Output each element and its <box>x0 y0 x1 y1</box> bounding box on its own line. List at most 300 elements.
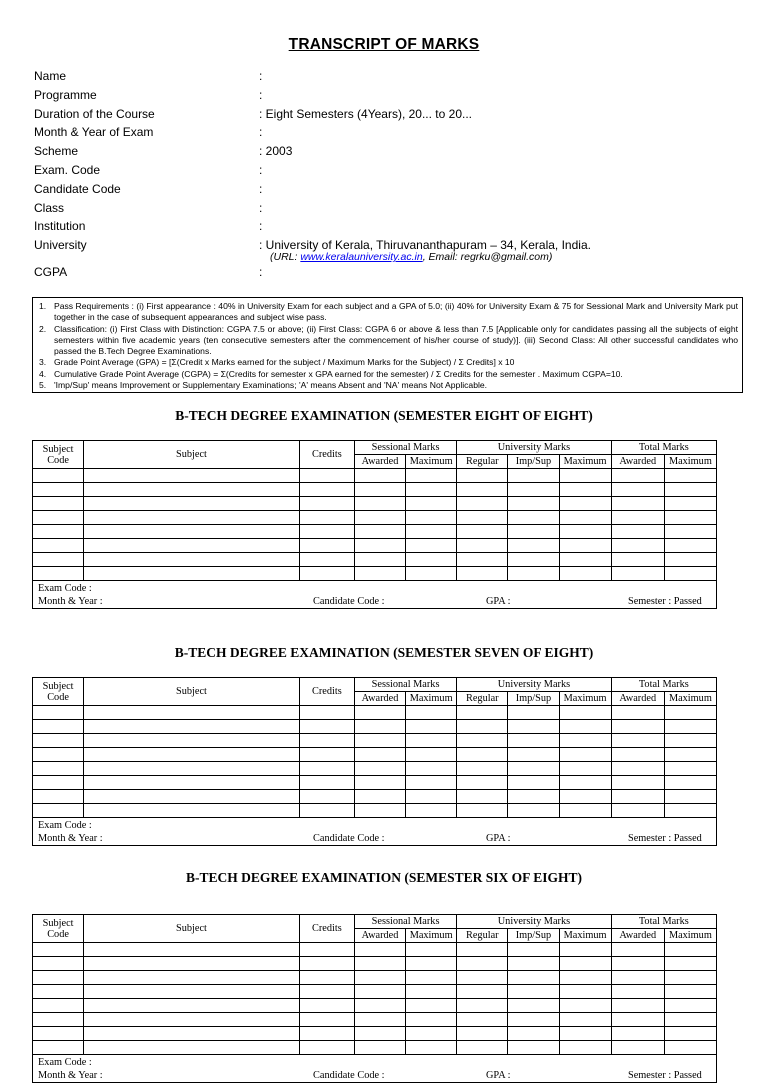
header-sessional-marks: Sessional Marks <box>354 678 456 692</box>
table-cell <box>299 1013 354 1027</box>
university-website-link[interactable]: www.keralauniversity.ac.in <box>300 251 423 263</box>
table-cell <box>84 483 300 497</box>
note-item <box>37 380 738 391</box>
table-row <box>33 525 717 539</box>
table-cell <box>33 971 84 985</box>
header-regular: Regular <box>457 929 508 943</box>
table-cell <box>611 511 664 525</box>
table-cell <box>299 943 354 957</box>
header-total-awarded: Awarded <box>611 929 664 943</box>
header-sessional-marks: Sessional Marks <box>354 915 456 929</box>
table-cell <box>611 553 664 567</box>
table-cell <box>559 1027 611 1041</box>
table-cell <box>559 539 611 553</box>
table-cell <box>611 567 664 581</box>
table-cell <box>354 567 405 581</box>
table-cell <box>33 943 84 957</box>
table-cell <box>84 539 300 553</box>
table-cell <box>354 943 405 957</box>
table-cell <box>664 957 716 971</box>
table-cell <box>457 748 508 762</box>
table-cell <box>559 734 611 748</box>
footer-content <box>33 1055 716 1082</box>
table-cell <box>508 943 559 957</box>
table-cell <box>611 1027 664 1041</box>
info-label: CGPA <box>34 264 68 279</box>
info-value: : <box>259 69 263 83</box>
semester-heading: B-TECH DEGREE EXAMINATION (SEMESTER EIGHT OF EIGHT) <box>175 408 593 423</box>
table-cell <box>664 553 716 567</box>
table-header-row <box>33 678 717 692</box>
table-cell <box>559 567 611 581</box>
table-cell <box>354 553 405 567</box>
table-cell <box>664 497 716 511</box>
info-label: Duration of the Course <box>34 106 155 121</box>
table-header-row <box>33 915 717 929</box>
table-row <box>33 483 717 497</box>
table-cell <box>299 762 354 776</box>
table-cell <box>406 985 457 999</box>
table-cell <box>559 469 611 483</box>
info-label: Class <box>34 200 65 215</box>
table-cell <box>406 567 457 581</box>
header-total-marks: Total Marks <box>611 915 716 929</box>
table-cell <box>457 762 508 776</box>
table-cell <box>559 1013 611 1027</box>
table-cell <box>33 776 84 790</box>
header-imp-sup: Imp/Sup <box>508 929 559 943</box>
table-cell <box>33 497 84 511</box>
table-cell <box>299 957 354 971</box>
table-cell <box>457 539 508 553</box>
header-sessional-marks: Sessional Marks <box>354 441 456 455</box>
table-cell <box>299 483 354 497</box>
candidate-info <box>34 67 754 282</box>
table-cell <box>84 790 300 804</box>
table-cell <box>457 943 508 957</box>
table-cell <box>611 706 664 720</box>
table-cell <box>508 971 559 985</box>
table-cell <box>508 804 559 818</box>
footer-exam-code: Exam Code : <box>38 1057 92 1068</box>
table-cell <box>508 999 559 1013</box>
table-cell <box>611 804 664 818</box>
table-cell <box>354 1041 405 1055</box>
table-row <box>33 971 717 985</box>
header-total-maximum: Maximum <box>664 929 716 943</box>
table-cell <box>508 497 559 511</box>
table-cell <box>406 497 457 511</box>
table-cell <box>33 525 84 539</box>
table-cell <box>406 957 457 971</box>
table-cell <box>508 1013 559 1027</box>
table-cell <box>457 804 508 818</box>
info-row-exam-code <box>34 161 754 180</box>
table-cell <box>354 776 405 790</box>
table-cell <box>664 483 716 497</box>
table-cell <box>84 776 300 790</box>
info-label: Institution <box>34 219 86 234</box>
table-cell <box>457 1013 508 1027</box>
table-cell <box>559 790 611 804</box>
table-cell <box>611 748 664 762</box>
marks-table <box>32 677 717 846</box>
info-value: : 2003 <box>259 144 293 159</box>
table-cell <box>559 511 611 525</box>
table-cell <box>508 776 559 790</box>
table-cell <box>84 971 300 985</box>
table-row <box>33 469 717 483</box>
table-cell <box>457 999 508 1013</box>
table-row <box>33 985 717 999</box>
table-cell <box>611 776 664 790</box>
table-row <box>33 1013 717 1027</box>
table-cell <box>84 985 300 999</box>
table-cell <box>33 1027 84 1041</box>
header-sessional-maximum: Maximum <box>406 455 457 469</box>
info-label: Exam. Code <box>34 162 101 177</box>
table-cell <box>508 553 559 567</box>
note-number: 3. <box>39 357 47 368</box>
table-row <box>33 762 717 776</box>
marks-table <box>32 914 717 1083</box>
table-cell <box>508 483 559 497</box>
table-row <box>33 776 717 790</box>
email-text: , Email: regrku@gmail.com) <box>422 251 553 263</box>
table-cell <box>508 525 559 539</box>
footer-gpa: GPA : <box>486 1070 511 1081</box>
table-cell <box>406 971 457 985</box>
table-cell <box>354 748 405 762</box>
table-row <box>33 497 717 511</box>
table-cell <box>664 762 716 776</box>
table-cell <box>457 971 508 985</box>
info-row-name <box>34 67 754 86</box>
page-title: TRANSCRIPT OF MARKS <box>288 36 480 53</box>
footer-content <box>33 818 716 845</box>
table-cell <box>664 706 716 720</box>
table-cell <box>457 776 508 790</box>
footer-content <box>33 581 716 608</box>
header-regular: Regular <box>457 692 508 706</box>
note-text: 'Imp/Sup' means Improvement or Supplementary Examinations; 'A' means Absent and 'NA' means Not Applicable. <box>54 380 488 391</box>
table-cell <box>406 1013 457 1027</box>
table-cell <box>559 943 611 957</box>
table-cell <box>406 525 457 539</box>
footer-gpa: GPA : <box>486 833 511 844</box>
footer-semester-status: Semester : Passed <box>628 833 702 844</box>
table-cell <box>354 790 405 804</box>
info-row-duration <box>34 105 754 124</box>
header-imp-sup: Imp/Sup <box>508 692 559 706</box>
table-cell <box>406 734 457 748</box>
table-cell <box>406 776 457 790</box>
semester-heading: B-TECH DEGREE EXAMINATION (SEMESTER SEVEN OF EIGHT) <box>174 645 594 660</box>
table-footer <box>33 581 717 609</box>
table-cell <box>299 525 354 539</box>
info-row-programme <box>34 86 754 105</box>
note-item <box>37 357 738 368</box>
table-cell <box>354 985 405 999</box>
table-cell <box>84 511 300 525</box>
table-cell <box>84 525 300 539</box>
header-sessional-maximum: Maximum <box>406 929 457 943</box>
table-cell <box>664 1041 716 1055</box>
table-footer <box>33 818 717 846</box>
info-label: University <box>34 238 87 253</box>
table-cell <box>406 762 457 776</box>
table-cell <box>354 511 405 525</box>
table-cell <box>457 985 508 999</box>
table-cell <box>508 469 559 483</box>
table-cell <box>611 539 664 553</box>
url-prefix: (URL: <box>270 251 301 263</box>
header-sessional-maximum: Maximum <box>406 692 457 706</box>
header-imp-sup: Imp/Sup <box>508 455 559 469</box>
table-cell <box>406 790 457 804</box>
table-cell <box>611 1041 664 1055</box>
info-label: Candidate Code <box>34 181 121 196</box>
table-row <box>33 720 717 734</box>
table-cell <box>611 999 664 1013</box>
info-value: : <box>259 181 263 196</box>
table-cell <box>508 1027 559 1041</box>
footer-candidate-code: Candidate Code : <box>313 833 385 844</box>
header-credits: Credits <box>299 915 354 943</box>
table-cell <box>457 525 508 539</box>
info-row-month-year <box>34 123 754 142</box>
table-cell <box>33 748 84 762</box>
table-cell <box>611 497 664 511</box>
table-cell <box>84 804 300 818</box>
table-cell <box>406 720 457 734</box>
note-text: Pass Requirements : (i) First appearance : 40% in University Exam for each subject and a GPA of 5.0; (ii) 40% for University Exam & 75 for Sessional Mark and University Mark put together in the case of subsequent appearances and subject wise pass. <box>54 301 738 323</box>
table-cell <box>559 776 611 790</box>
table-cell <box>406 943 457 957</box>
note-number: 5. <box>39 380 47 391</box>
table-row <box>33 957 717 971</box>
table-cell <box>508 734 559 748</box>
info-value: : Eight Semesters (4Years), 20... to 20... <box>259 106 472 121</box>
table-footer-row <box>33 1055 717 1083</box>
table-cell <box>559 985 611 999</box>
header-university-marks: University Marks <box>457 441 611 455</box>
table-cell <box>84 943 300 957</box>
header-sessional-awarded: Awarded <box>354 455 405 469</box>
table-cell <box>457 511 508 525</box>
table-cell <box>406 469 457 483</box>
table-cell <box>299 511 354 525</box>
header-subject-code: Subject Code <box>33 915 84 943</box>
table-cell <box>664 734 716 748</box>
table-cell <box>508 511 559 525</box>
notes-box <box>32 297 743 393</box>
header-sessional-awarded: Awarded <box>354 929 405 943</box>
note-text: Cumulative Grade Point Average (CGPA) = Σ(Credits for semester x GPA earned for the semester) / Σ Credits for the semester . Maximum CGPA=10. <box>54 368 623 379</box>
table-cell <box>508 748 559 762</box>
table-cell <box>299 748 354 762</box>
footer-month-year: Month & Year : <box>38 1070 103 1081</box>
university-contact-line <box>270 251 552 263</box>
table-cell <box>508 790 559 804</box>
table-cell <box>559 999 611 1013</box>
table-cell <box>406 539 457 553</box>
table-cell <box>508 539 559 553</box>
info-label: Month & Year of Exam <box>34 125 154 140</box>
table-cell <box>354 525 405 539</box>
info-value: : <box>259 125 263 140</box>
header-subject-code: Subject Code <box>33 678 84 706</box>
footer-gpa: GPA : <box>486 596 511 607</box>
table-cell <box>559 971 611 985</box>
table-cell <box>84 957 300 971</box>
header-total-maximum: Maximum <box>664 455 716 469</box>
table-cell <box>33 567 84 581</box>
info-label: Scheme <box>34 144 79 159</box>
header-credits: Credits <box>299 441 354 469</box>
table-row <box>33 511 717 525</box>
header-regular: Regular <box>457 455 508 469</box>
header-subject: Subject <box>84 678 300 706</box>
info-label: Name <box>34 69 67 83</box>
table-cell <box>664 1027 716 1041</box>
table-cell <box>406 483 457 497</box>
info-row-scheme <box>34 142 754 161</box>
table-cell <box>33 999 84 1013</box>
table-row <box>33 1027 717 1041</box>
header-university-marks: University Marks <box>457 915 611 929</box>
table-cell <box>354 539 405 553</box>
table-cell <box>611 957 664 971</box>
table-cell <box>354 720 405 734</box>
table-cell <box>354 497 405 511</box>
table-cell <box>299 790 354 804</box>
table-cell <box>33 762 84 776</box>
table-row <box>33 748 717 762</box>
info-value: : <box>259 162 263 177</box>
table-cell <box>611 469 664 483</box>
header-university-maximum: Maximum <box>559 692 611 706</box>
table-row <box>33 804 717 818</box>
table-cell <box>33 804 84 818</box>
table-cell <box>559 483 611 497</box>
table-cell <box>559 804 611 818</box>
table-cell <box>559 553 611 567</box>
table-cell <box>664 469 716 483</box>
header-university-maximum: Maximum <box>559 455 611 469</box>
table-cell <box>611 734 664 748</box>
note-number: 2. <box>39 323 47 334</box>
table-cell <box>354 804 405 818</box>
table-cell <box>354 971 405 985</box>
table-cell <box>664 999 716 1013</box>
footer-exam-code: Exam Code : <box>38 583 92 594</box>
table-row <box>33 1041 717 1055</box>
table-cell <box>33 469 84 483</box>
table-header-row <box>33 441 717 455</box>
table-cell <box>33 483 84 497</box>
table-cell <box>406 1041 457 1055</box>
table-cell <box>33 511 84 525</box>
info-row-institution <box>34 217 754 236</box>
table-row <box>33 553 717 567</box>
table-cell <box>299 776 354 790</box>
info-row-cgpa <box>34 263 754 282</box>
table-cell <box>33 985 84 999</box>
table-cell <box>457 553 508 567</box>
note-item <box>37 324 738 358</box>
header-sessional-awarded: Awarded <box>354 692 405 706</box>
table-cell <box>664 720 716 734</box>
note-number: 1. <box>39 301 47 311</box>
table-cell <box>559 525 611 539</box>
info-value: : <box>259 264 263 279</box>
table-cell <box>559 706 611 720</box>
header-total-marks: Total Marks <box>611 441 716 455</box>
header-university-maximum: Maximum <box>559 929 611 943</box>
info-row-candidate-code <box>34 180 754 199</box>
table-cell <box>664 971 716 985</box>
table-cell <box>299 539 354 553</box>
table-cell <box>664 1013 716 1027</box>
table-cell <box>508 957 559 971</box>
table-cell <box>299 985 354 999</box>
table-cell <box>508 567 559 581</box>
table-row <box>33 999 717 1013</box>
table-cell <box>84 567 300 581</box>
table-cell <box>559 748 611 762</box>
header-total-maximum: Maximum <box>664 692 716 706</box>
table-cell <box>299 999 354 1013</box>
table-cell <box>457 957 508 971</box>
note-text: Classification: (i) First Class with Distinction: CGPA 7.5 or above; (ii) First Class: CGPA 6 or above & less than 7.5 [Applicable only for candidates passing all the subjects of eight semesters within five academic years (ten consecutive semesters after the commencement of his/her course of study)]. (iii) Second Class: All other successful candidates who passed the B.Tech Degree Examinations. <box>54 323 738 357</box>
table-cell <box>354 999 405 1013</box>
table-cell <box>559 957 611 971</box>
table-cell <box>664 790 716 804</box>
table-cell <box>611 720 664 734</box>
table-cell <box>457 706 508 720</box>
table-cell <box>508 1041 559 1055</box>
table-cell <box>406 1027 457 1041</box>
table-cell <box>33 957 84 971</box>
table-cell <box>664 776 716 790</box>
table-cell <box>33 1013 84 1027</box>
header-subject: Subject <box>84 915 300 943</box>
semester-heading: B-TECH DEGREE EXAMINATION (SEMESTER SIX OF EIGHT) <box>185 870 583 885</box>
footer-exam-code: Exam Code : <box>38 820 92 831</box>
table-cell <box>406 706 457 720</box>
table-cell <box>33 790 84 804</box>
table-cell <box>33 1041 84 1055</box>
table-cell <box>611 1013 664 1027</box>
info-value: : <box>259 87 263 102</box>
table-cell <box>664 539 716 553</box>
table-cell <box>664 525 716 539</box>
table-cell <box>664 804 716 818</box>
note-item <box>37 301 738 324</box>
table-footer-row <box>33 818 717 846</box>
table-cell <box>84 1013 300 1027</box>
table-cell <box>299 1041 354 1055</box>
table-cell <box>299 706 354 720</box>
info-value: : <box>259 200 263 215</box>
table-row <box>33 790 717 804</box>
footer-semester-status: Semester : Passed <box>628 1070 702 1081</box>
table-cell <box>33 720 84 734</box>
header-credits: Credits <box>299 678 354 706</box>
table-cell <box>611 762 664 776</box>
table-cell <box>354 762 405 776</box>
